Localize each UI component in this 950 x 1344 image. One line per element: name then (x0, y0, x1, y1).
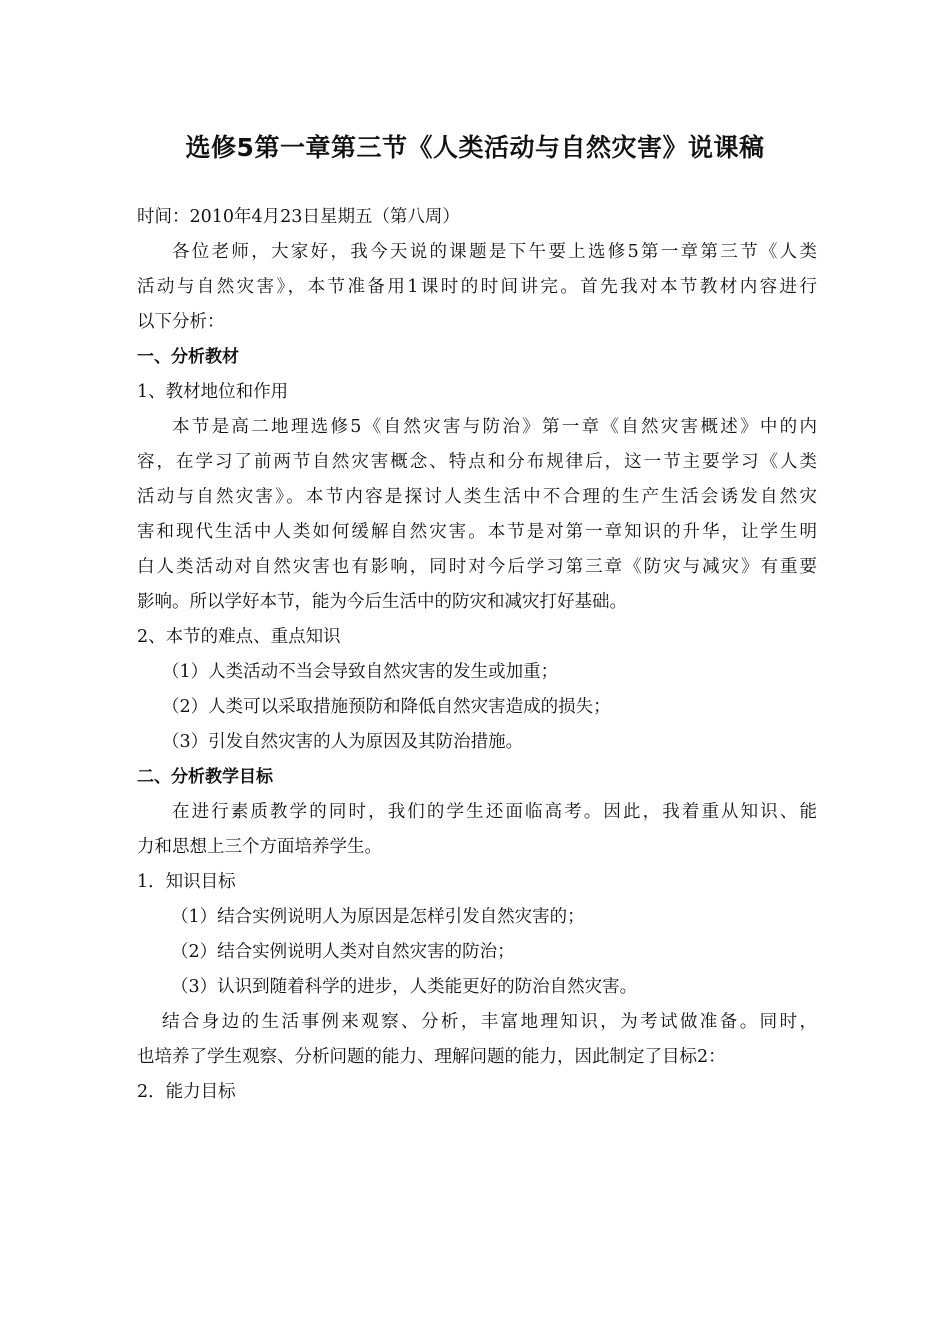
subsection-heading: 2、本节的难点、重点知识 (137, 627, 341, 647)
section-heading: 二、分析教学目标 (137, 767, 273, 787)
paragraph-line: 活动与自然灾害》，本节准备用1课时的时间讲完。首先我对本节教材内容进行 (137, 277, 817, 297)
paragraph-line: 在进行素质教学的同时，我们的学生还面临高考。因此，我着重从知识、能 (172, 802, 817, 822)
list-item: （3）认识到随着科学的进步，人类能更好的防治自然灾害。 (171, 977, 638, 997)
subsection-heading: 2．能力目标 (137, 1082, 236, 1102)
paragraph-line: 结合身边的生活事例来观察、分析，丰富地理知识，为考试做准备。同时， (162, 1012, 817, 1032)
date-line: 时间：2010年4月23日星期五（第八周） (137, 207, 460, 227)
subsection-heading: 1、教材地位和作用 (137, 382, 289, 402)
subsection-heading: 1．知识目标 (137, 872, 236, 892)
document-title: 选修5第一章第三节《人类活动与自然灾害》说课稿 (185, 133, 765, 162)
paragraph-line: 各位老师，大家好，我今天说的课题是下午要上选修5第一章第三节《人类 (172, 242, 817, 262)
paragraph-line: 力和思想上三个方面培养学生。 (137, 837, 382, 857)
section-heading: 一、分析教材 (137, 347, 239, 367)
paragraph-line: 影响。所以学好本节，能为今后生活中的防灾和减灾打好基础。 (137, 592, 627, 612)
paragraph-line: 本节是高二地理选修5《自然灾害与防治》第一章《自然灾害概述》中的内 (172, 417, 817, 437)
list-item: （2）结合实例说明人类对自然灾害的防治； (171, 942, 515, 962)
document-body (137, 200, 817, 1110)
list-item: （2）人类可以采取措施预防和降低自然灾害造成的损失； (162, 697, 611, 717)
paragraph-line: 也培养了学生观察、分析问题的能力、理解问题的能力，因此制定了目标2： (137, 1047, 726, 1067)
paragraph-line: 害和现代生活中人类如何缓解自然灾害。本节是对第一章知识的升华，让学生明 (137, 522, 817, 542)
paragraph-line: 容，在学习了前两节自然灾害概念、特点和分布规律后，这一节主要学习《人类 (137, 452, 817, 472)
list-item: （1）结合实例说明人为原因是怎样引发自然灾害的； (171, 907, 585, 927)
paragraph-line: 活动与自然灾害》。本节内容是探讨人类生活中不合理的生产生活会诱发自然灾 (137, 487, 817, 507)
list-item: （1）人类活动不当会导致自然灾害的发生或加重； (162, 662, 559, 682)
list-item: （3）引发自然灾害的人为原因及其防治措施。 (162, 732, 524, 752)
paragraph-line: 白人类活动对自然灾害也有影响，同时对今后学习第三章《防灾与减灾》有重要 (137, 557, 817, 577)
paragraph-line: 以下分析： (137, 312, 225, 332)
